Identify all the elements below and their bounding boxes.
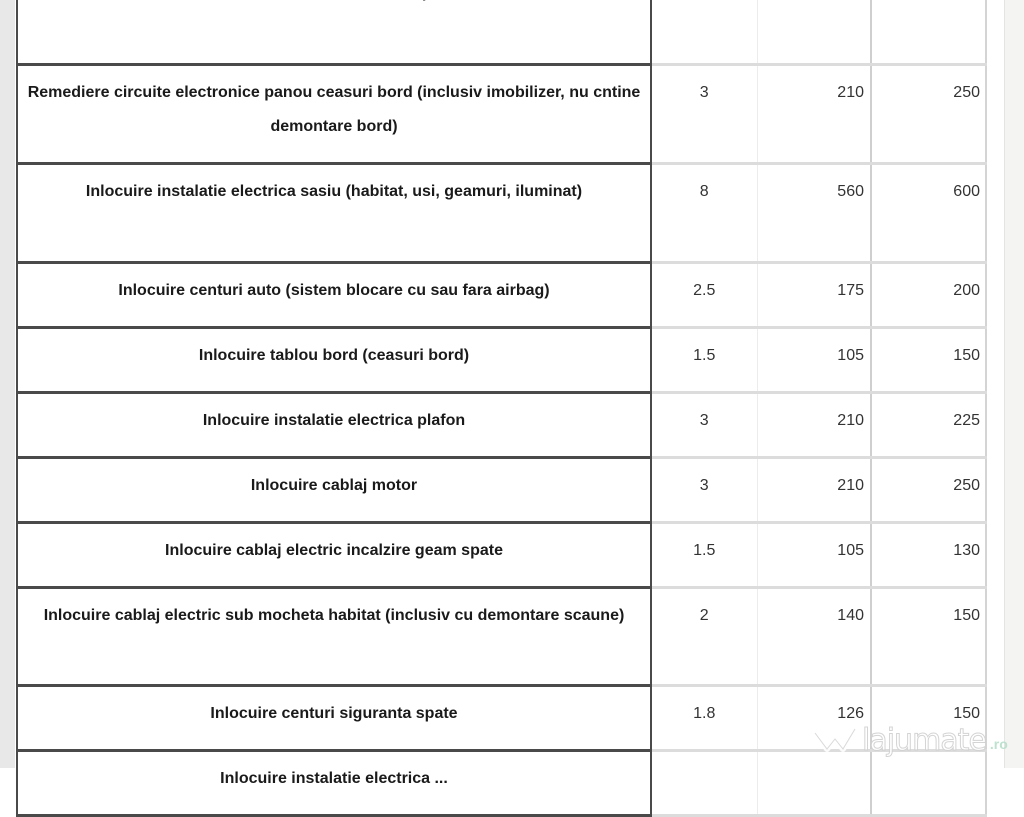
- service-description: [17, 0, 651, 64]
- price-cell: 560: [757, 163, 871, 262]
- service-description: Inlocuire tablou bord (ceasuri bord): [17, 327, 651, 392]
- price-total-cell: 150: [871, 587, 986, 685]
- brand-logo-icon: [812, 725, 858, 755]
- table-row: [17, 327, 986, 392]
- table-row: [17, 587, 986, 685]
- price-table: [16, 0, 987, 817]
- hours-cell: 3: [651, 392, 757, 457]
- service-description: Inlocuire instalatie electrica ...: [17, 750, 651, 815]
- hours-cell: 3: [651, 64, 757, 163]
- price-total-cell: 130: [871, 522, 986, 587]
- hours-cell: 1.8: [651, 685, 757, 750]
- price-cell: 210: [757, 457, 871, 522]
- price-table-container: [16, 0, 987, 817]
- left-margin-strip: [0, 0, 15, 768]
- service-description: Inlocuire instalatie electrica plafon: [17, 392, 651, 457]
- table-row: [17, 163, 986, 262]
- price-cell: 175: [757, 262, 871, 327]
- service-description: Inlocuire cablaj electric sub mocheta habitat (inclusiv cu demontare scaune): [17, 587, 651, 685]
- price-cell: 126: [757, 685, 871, 750]
- table-row: [17, 522, 986, 587]
- hours-cell: [651, 750, 757, 815]
- service-description: Inlocuire instalatie electrica sasiu (habitat, usi, geamuri, iluminat): [17, 163, 651, 262]
- price-total-cell: 600: [871, 163, 986, 262]
- service-description: Inlocuire cablaj motor: [17, 457, 651, 522]
- watermark-brand: lajumate: [862, 722, 986, 758]
- service-description: Inlocuire centuri siguranta spate: [17, 685, 651, 750]
- price-cell: 105: [757, 327, 871, 392]
- price-total-cell: 250: [871, 64, 986, 163]
- table-row: [17, 392, 986, 457]
- price-total-cell: 250: [871, 457, 986, 522]
- price-cell: 105: [757, 522, 871, 587]
- price-total-cell: [871, 0, 986, 64]
- service-description: Remediere circuite electronice panou ceasuri bord (inclusiv imobilizer, nu cntine demontare bord): [17, 64, 651, 163]
- hours-cell: 1.5: [651, 327, 757, 392]
- watermark-tld: .ro: [989, 736, 1008, 752]
- hours-cell: 2: [651, 587, 757, 685]
- table-row: [17, 64, 986, 163]
- hours-cell: 2.5: [651, 262, 757, 327]
- table-row: [17, 262, 986, 327]
- service-description: Inlocuire cablaj electric incalzire geam spate: [17, 522, 651, 587]
- price-total-cell: 150: [871, 327, 986, 392]
- hours-cell: 3: [651, 457, 757, 522]
- price-cell: 210: [757, 392, 871, 457]
- price-cell: 140: [757, 587, 871, 685]
- price-total-cell: 200: [871, 262, 986, 327]
- price-total-cell: 225: [871, 392, 986, 457]
- hours-cell: 1.5: [651, 522, 757, 587]
- right-margin-strip: [1004, 0, 1024, 768]
- table-row: [17, 457, 986, 522]
- hours-cell: [651, 0, 757, 64]
- price-cell: [757, 0, 871, 64]
- table-row: [17, 0, 986, 64]
- price-cell: 210: [757, 64, 871, 163]
- watermark: [812, 720, 1008, 760]
- price-total-cell: 150: [871, 685, 986, 750]
- service-description: Inlocuire centuri auto (sistem blocare cu sau fara airbag): [17, 262, 651, 327]
- hours-cell: 8: [651, 163, 757, 262]
